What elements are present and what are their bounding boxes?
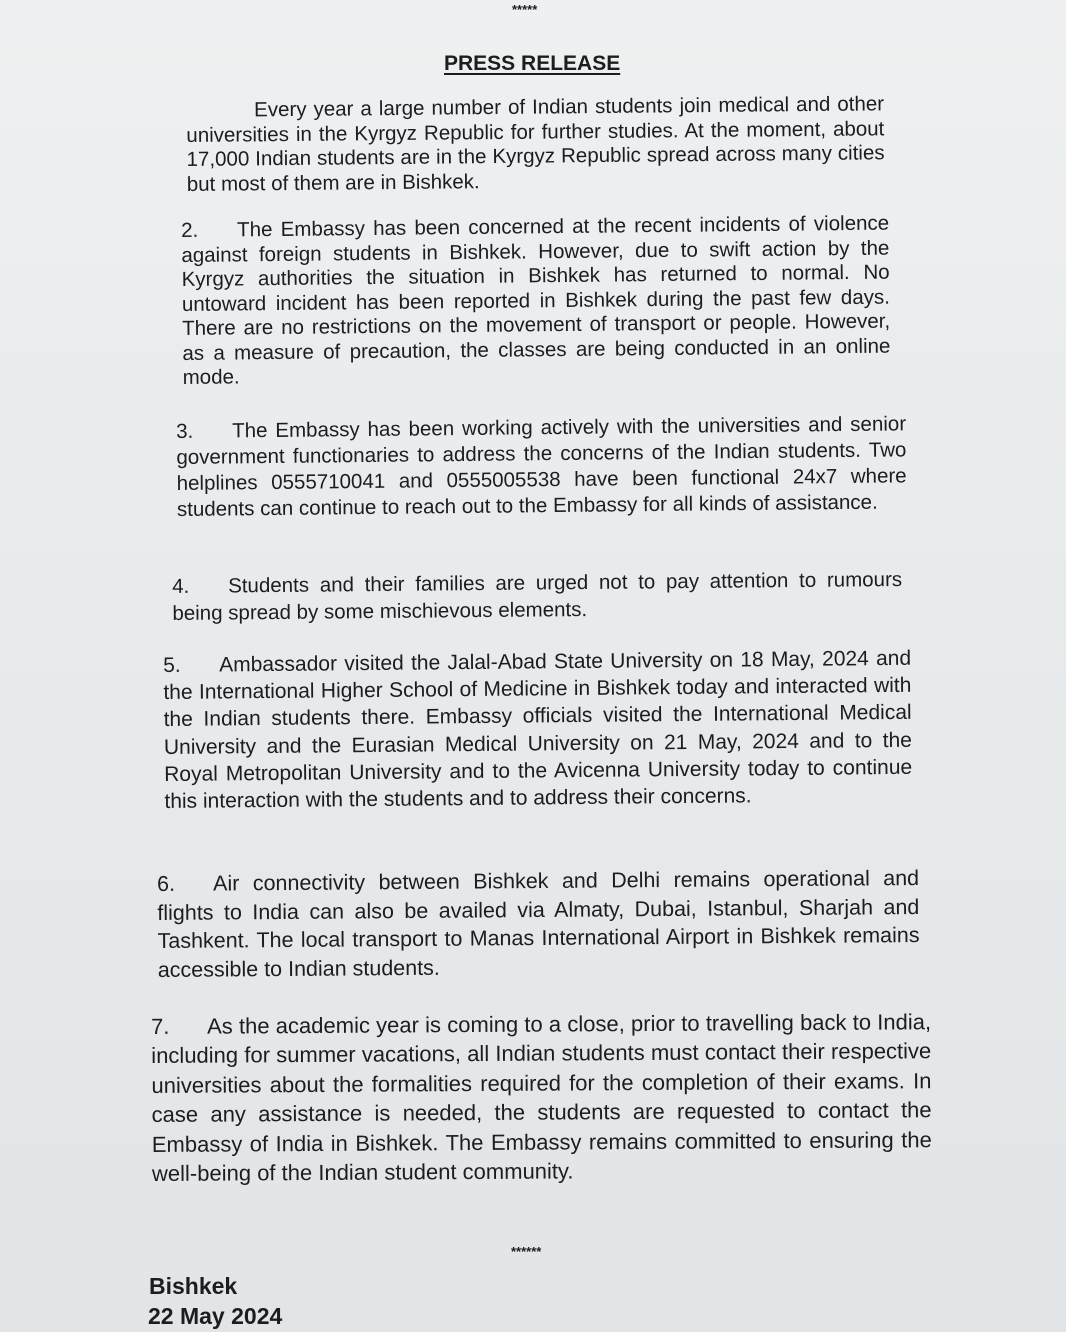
paragraph-1-text: Every year a large number of Indian students join medical and other universities in the Kyrgyz Republic for further studies. At the moment, about 17,000 Indian students are in the Kyrgyz Republic spread across many cities but most of them are in Bishkek. [186, 92, 885, 196]
paragraph-4-number: 4. [172, 574, 190, 598]
page-title: PRESS RELEASE [444, 52, 621, 75]
paragraph-5-text: Ambassador visited the Jalal-Abad State University on 18 May, 2024 and the International Higher School of Medicine in Bishkek today and interacted with the Indian students there. Embassy officials visited the International Medical University and the Eurasian Medical University on 21 May, 2024 and to the Royal Metropolitan University and to the Avicenna University today to continue this interaction with the students and to address their concerns. [163, 646, 913, 814]
header-asterisks: ***** [512, 2, 538, 17]
paragraph-4-text: Students and their families are urged not to pay attention to rumours being spread by some mischievous elements. [172, 567, 903, 625]
paragraph-2 [181, 212, 891, 391]
paragraph-3-text: The Embassy has been working actively with the universities and senior government functionaries to address the concerns of the Indian students. Two helplines 0555710041 and 0555005538 have been functional 24x7 where students can continue to reach out to the Embassy for all kinds of assistance. [176, 412, 907, 521]
paragraph-6 [157, 864, 920, 984]
paragraph-3-number: 3. [176, 419, 194, 443]
paragraph-5-number: 5. [163, 653, 181, 677]
paragraph-2-text: The Embassy has been concerned at the recent incidents of violence against foreign students in Bishkek. However, due to swift action by the Kyrgyz authorities the situation in Bishkek has returned to normal. No untoward incident has been reported in Bishkek during the past few days. There are no restrictions on the movement of transport or people. However, as a measure of precaution, the classes are being conducted in an online mode. [181, 211, 891, 389]
paragraph-6-text: Air connectivity between Bishkek and Delhi remains operational and flights to India can also be availed via Almaty, Dubai, Istanbul, Sharjah and Tashkent. The local transport to Manas International Airport in Bishkek remains accessible to Indian students. [157, 866, 920, 982]
footer-asterisks: ****** [511, 1244, 542, 1259]
paragraph-7 [151, 1007, 932, 1188]
paragraph-7-text: As the academic year is coming to a close, prior to travelling back to India, including for summer vacations, all Indian students must contact their respective universities about the formalities required for the completion of their exams. In case any assistance is needed, the students are requested to contact the Embassy of India in Bishkek. The Embassy remains committed to ensuring the well-being of the Indian student community. [151, 1009, 932, 1187]
paragraph-4 [172, 566, 902, 627]
paragraph-5 [163, 645, 913, 815]
paragraph-6-number: 6. [157, 871, 176, 896]
issue-date: 22 May 2024 [148, 1303, 283, 1329]
paragraph-3 [176, 411, 907, 523]
paragraph-7-number: 7. [151, 1013, 170, 1039]
paragraph-2-number: 2. [181, 218, 199, 242]
issue-place: Bishkek [149, 1273, 238, 1299]
paragraph-1 [186, 92, 885, 197]
